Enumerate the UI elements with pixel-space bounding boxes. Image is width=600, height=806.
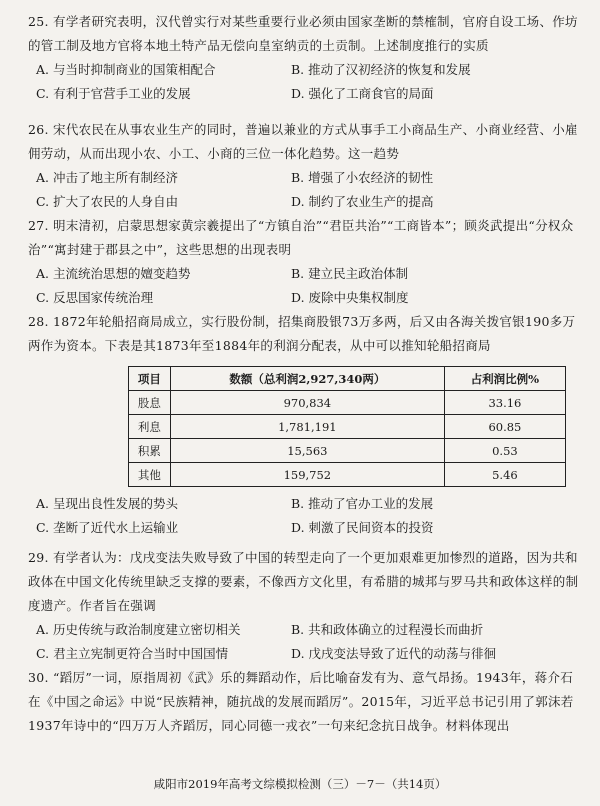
profit-table [128, 366, 566, 487]
table-cell: 积累 [129, 439, 171, 463]
option-b: B. 建立民主政治体制 [291, 266, 409, 281]
question-28 [28, 310, 580, 358]
option-d: D. 刺激了民间资本的投资 [291, 520, 434, 535]
option-a: A. 冲击了地主所有制经济 [36, 170, 178, 185]
option-b: B. 推动了汉初经济的恢复和发展 [291, 62, 471, 77]
table-cell: 60.85 [444, 415, 565, 439]
option-b: B. 增强了小农经济的韧性 [291, 170, 434, 185]
table-cell: 股息 [129, 391, 171, 415]
question-stem: 28. 1872年轮船招商局成立，实行股份制，招集商股银73万多两，后又由各海关拨官银190多万两作为资本。下表是其1873年至1884年的利润分配表，从中可以推知轮船招商局 [28, 314, 576, 353]
table-cell: 15,563 [170, 439, 444, 463]
table-cell: 159,752 [170, 463, 444, 487]
option-a: A. 主流统治思想的嬗变趋势 [36, 266, 191, 281]
table-header-row [129, 367, 566, 391]
table-header: 数额（总利润2,927,340两） [170, 367, 444, 391]
option-list [28, 166, 580, 214]
question-28-options [28, 492, 580, 540]
table-row [129, 463, 566, 487]
question-25 [28, 10, 580, 106]
question-27 [28, 214, 580, 310]
question-30 [28, 666, 580, 738]
table-row [129, 439, 566, 463]
option-a: A. 历史传统与政治制度建立密切相关 [36, 622, 241, 637]
option-c: C. 垄断了近代水上运输业 [36, 520, 179, 535]
option-a: A. 呈现出良性发展的势头 [36, 496, 178, 511]
option-d: D. 制约了农业生产的提高 [291, 194, 434, 209]
question-stem: 25. 有学者研究表明，汉代曾实行对某些重要行业必须由国家垄断的禁榷制，官府自设工场、作坊的管工制及地方官将本地土特产品无偿向皇室纳贡的土贡制。上述制度推行的实质 [28, 14, 578, 53]
option-list [28, 58, 580, 106]
table-header: 项目 [129, 367, 171, 391]
option-c: C. 君主立宪制更符合当时中国国情 [36, 646, 229, 661]
question-stem: 26. 宋代农民在从事农业生产的同时，普遍以兼业的方式从事手工小商品生产、小商业经营、小雇佣劳动，从而出现小农、小工、小商的三位一体化趋势。这一趋势 [28, 122, 578, 161]
option-list [28, 262, 580, 310]
option-list [28, 618, 580, 666]
option-c: C. 有利于官营手工业的发展 [36, 86, 191, 101]
table-cell: 0.53 [444, 439, 565, 463]
option-a: A. 与当时抑制商业的国策相配合 [36, 62, 216, 77]
question-stem: 27. 明末清初，启蒙思想家黄宗羲提出了“方镇自治”“君臣共治”“工商皆本”；顾炎武提出“分权众治”“寓封建于郡县之中”，这些思想的出现表明 [28, 218, 574, 257]
option-list [28, 492, 580, 540]
question-29 [28, 546, 580, 666]
option-d: D. 强化了工商食官的局面 [291, 86, 434, 101]
question-stem: 29. 有学者认为：戊戌变法失败导致了中国的转型走向了一个更加艰难更加惨烈的道路，因为共和政体在中国文化传统里缺乏支撑的要素，不像西方文化里，有希腊的城邦与罗马共和政体这样的制度遗产。作者旨在强调 [28, 550, 579, 613]
table-cell: 33.16 [444, 391, 565, 415]
table-cell: 利息 [129, 415, 171, 439]
question-stem: 30. “蹈厉”一词，原指周初《武》乐的舞蹈动作，后比喻奋发有为、意气昂扬。1943年，蒋介石在《中国之命运》中说“民族精神，随抗战的发展而蹈厉”。2015年，习近平总书记引用了郭沫若1937年诗中的“四万万人齐蹈厉，同心同德一戎衣”一句来纪念抗日战争。材料体现出 [28, 670, 574, 733]
page-footer: 咸阳市2019年高考文综模拟检测（三）－7－（共14页） [153, 777, 447, 791]
table-cell: 970,834 [170, 391, 444, 415]
table-cell: 1,781,191 [170, 415, 444, 439]
question-26 [28, 118, 580, 214]
option-d: D. 废除中央集权制度 [291, 290, 409, 305]
table-row [129, 415, 566, 439]
option-d: D. 戊戌变法导致了近代的动荡与徘徊 [291, 646, 497, 661]
option-c: C. 反思国家传统治理 [36, 290, 154, 305]
option-b: B. 推动了官办工业的发展 [291, 496, 434, 511]
option-c: C. 扩大了农民的人身自由 [36, 194, 179, 209]
table-cell: 5.46 [444, 463, 565, 487]
table-cell: 其他 [129, 463, 171, 487]
table-header: 占利润比例% [444, 367, 565, 391]
option-b: B. 共和政体确立的过程漫长而曲折 [291, 622, 484, 637]
table-row [129, 391, 566, 415]
